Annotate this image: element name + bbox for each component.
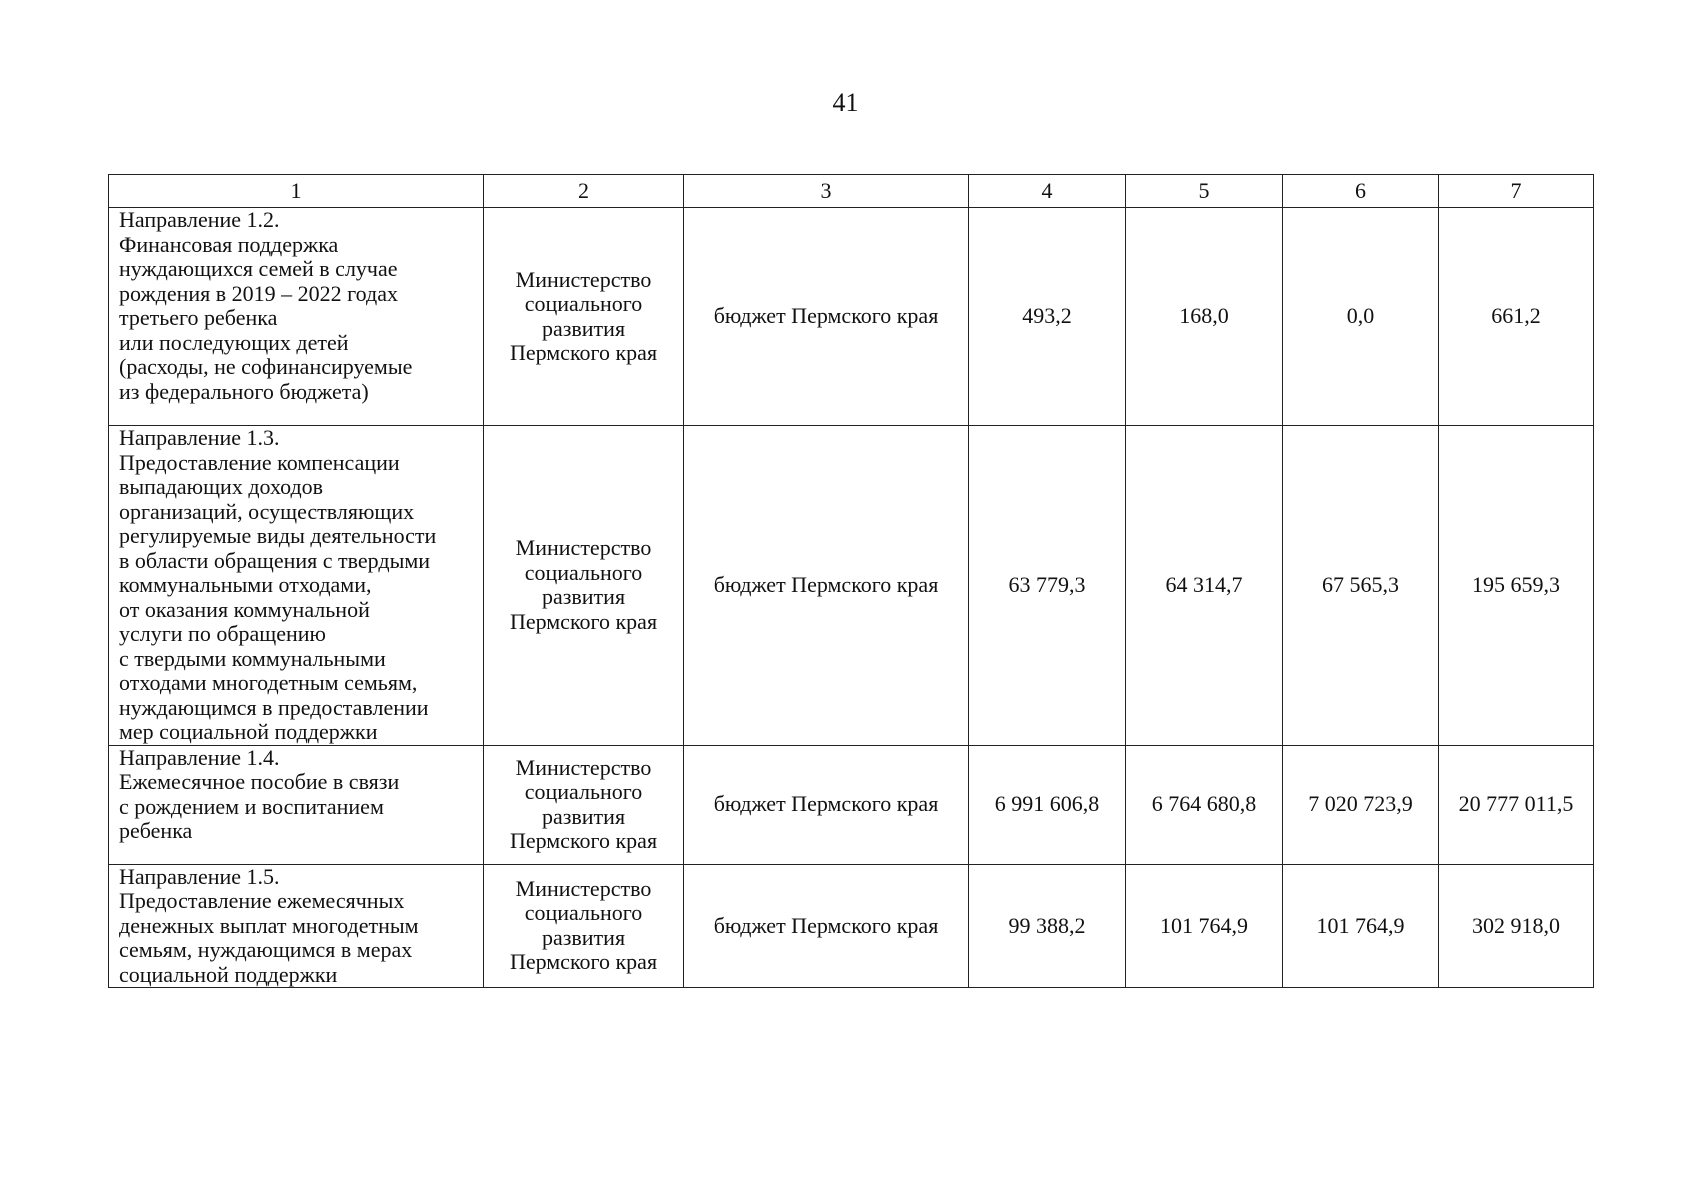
executor-line: Министерство (515, 875, 652, 901)
description-line: рождения в 2019 – 2022 годах (119, 280, 398, 306)
table-header-row (109, 175, 1594, 208)
direction-title: Направление 1.3. (119, 425, 280, 450)
description-line: организаций, осуществляющих (119, 498, 415, 524)
column-header-2: 2 (484, 175, 684, 208)
column-header-1: 1 (109, 175, 484, 208)
value-col-6: 7 020 723,9 (1283, 745, 1439, 864)
value-col-6: 0,0 (1283, 208, 1439, 426)
value-col-6: 101 764,9 (1283, 864, 1439, 988)
executor-cell (484, 864, 684, 988)
executor-line: развития (541, 584, 626, 610)
description-line: ребенка (119, 818, 193, 843)
description-line: регулируемые виды деятельности (119, 523, 437, 548)
table-row (109, 426, 1594, 746)
executor-line: социального (524, 291, 643, 316)
column-header-7: 7 (1439, 175, 1594, 208)
executor-line: Министерство (515, 535, 652, 561)
direction-description-cell (109, 208, 484, 426)
value-col-7: 661,2 (1439, 208, 1594, 426)
value-col-4: 63 779,3 (969, 426, 1126, 746)
executor-line: Пермского края (509, 340, 658, 365)
value-col-7: 195 659,3 (1439, 426, 1594, 746)
description-line: услуги по обращению (119, 621, 326, 646)
value-col-5: 101 764,9 (1126, 864, 1283, 988)
executor-line: развития (541, 803, 626, 829)
page-number: 41 (832, 88, 859, 117)
value-col-5: 6 764 680,8 (1126, 745, 1283, 864)
value-col-6: 67 565,3 (1283, 426, 1439, 746)
description-line: мер социальной поддержки (119, 719, 378, 744)
funding-source-cell: бюджет Пермского края (684, 208, 969, 426)
direction-description-cell (109, 864, 484, 988)
description-line: нуждающимся в предоставлении (119, 694, 429, 720)
description-line: Ежемесячное пособие в связи (119, 769, 400, 794)
description-line: третьего ребенка (119, 305, 278, 330)
description-line: Предоставление компенсации (119, 449, 400, 475)
description-line: с твердыми коммунальными (119, 645, 386, 671)
table-row (109, 208, 1594, 426)
description-line: выпадающих доходов (119, 474, 324, 499)
executor-line: социального (524, 559, 643, 585)
funding-source-cell: бюджет Пермского края (684, 745, 969, 864)
executor-line: развития (541, 315, 626, 341)
executor-line: Министерство (515, 266, 652, 292)
value-col-7: 302 918,0 (1439, 864, 1594, 988)
direction-title: Направление 1.2. (119, 207, 280, 232)
description-line: (расходы, не софинансируемые (119, 354, 413, 379)
column-header-3: 3 (684, 175, 969, 208)
executor-cell (484, 208, 684, 426)
description-line: семьям, нуждающимся в мерах (119, 937, 413, 962)
description-line: социальной поддержки (119, 961, 338, 987)
description-line: из федерального бюджета) (119, 378, 369, 404)
budget-table (108, 174, 1594, 988)
executor-line: Пермского края (509, 828, 658, 853)
direction-description-cell (109, 745, 484, 864)
executor-line: Пермского края (509, 949, 658, 975)
description-line: Предоставление ежемесячных (119, 888, 405, 913)
direction-description-cell (109, 426, 484, 746)
column-header-4: 4 (969, 175, 1126, 208)
table-row (109, 745, 1594, 864)
executor-line: социального (524, 779, 643, 804)
column-header-5: 5 (1126, 175, 1283, 208)
executor-line: Министерство (515, 754, 652, 780)
description-line: коммунальными отходами, (119, 572, 372, 597)
description-line: в области обращения с твердыми (119, 547, 431, 573)
direction-title: Направление 1.5. (119, 863, 280, 889)
executor-line: развития (541, 924, 626, 950)
description-line: или последующих детей (119, 329, 349, 355)
value-col-7: 20 777 011,5 (1439, 745, 1594, 864)
table-row (109, 864, 1594, 988)
executor-line: Пермского края (509, 608, 658, 634)
description-line: с рождением и воспитанием (119, 793, 384, 819)
description-line: нуждающихся семей в случае (119, 256, 398, 281)
value-col-4: 493,2 (969, 208, 1126, 426)
value-col-4: 99 388,2 (969, 864, 1126, 988)
executor-cell (484, 745, 684, 864)
direction-title: Направление 1.4. (119, 744, 280, 770)
column-header-6: 6 (1283, 175, 1439, 208)
value-col-5: 168,0 (1126, 208, 1283, 426)
funding-source-cell: бюджет Пермского края (684, 864, 969, 988)
description-line: от оказания коммунальной (119, 596, 370, 622)
description-line: отходами многодетным семьям, (119, 670, 418, 695)
description-line: денежных выплат многодетным (119, 912, 419, 938)
description-line: Финансовая поддержка (119, 231, 339, 257)
executor-cell (484, 426, 684, 746)
value-col-5: 64 314,7 (1126, 426, 1283, 746)
funding-source-cell: бюджет Пермского края (684, 426, 969, 746)
executor-line: социального (524, 900, 643, 926)
value-col-4: 6 991 606,8 (969, 745, 1126, 864)
